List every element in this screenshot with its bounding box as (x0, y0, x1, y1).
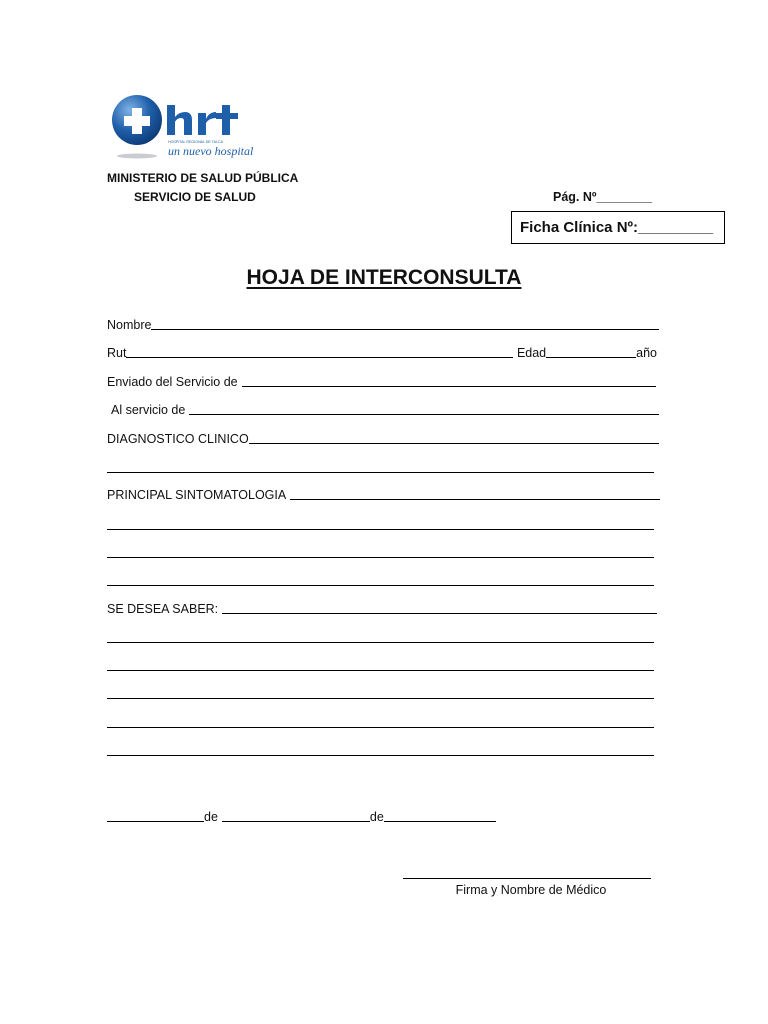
enviado-label: Enviado del Servicio de (107, 375, 238, 389)
se-desea-blank-line[interactable] (107, 727, 654, 728)
diagnostico-label: DIAGNOSTICO CLINICO (107, 432, 249, 446)
rut-label: Rut (107, 346, 127, 360)
field-se-desea-saber (107, 600, 657, 616)
field-enviado (107, 373, 656, 389)
edad-label: Edad (516, 346, 547, 360)
diagnostico-line[interactable] (249, 443, 659, 444)
edad-line[interactable] (546, 357, 636, 358)
signature-label: Firma y Nombre de Médico (455, 883, 607, 897)
date-day-line[interactable] (107, 821, 204, 822)
enviado-line[interactable] (242, 386, 656, 387)
anio-label: año (636, 346, 657, 360)
page-number-field: Pág. Nº________ (553, 190, 653, 204)
date-month-line[interactable] (222, 821, 370, 822)
diagnostico-blank-line[interactable] (107, 472, 654, 473)
service-label: SERVICIO DE SALUD (134, 190, 256, 204)
se-desea-label: SE DESEA SABER: (107, 602, 219, 616)
logo-subtitle: HOSPITAL REGIONAL DE TALCA (168, 140, 224, 144)
field-nombre (107, 316, 659, 332)
se-desea-blank-line[interactable] (107, 670, 654, 671)
sintomatologia-blank-line[interactable] (107, 529, 654, 530)
hrt-logo-icon (110, 93, 260, 163)
date-row (107, 808, 501, 824)
ministry-label: MINISTERIO DE SALUD PÚBLICA (107, 171, 299, 185)
logo-tagline: un nuevo hospital (168, 144, 254, 158)
se-desea-line[interactable] (222, 613, 657, 614)
sintomatologia-line[interactable] (290, 499, 660, 500)
al-servicio-label: Al servicio de (111, 403, 186, 417)
se-desea-blank-line[interactable] (107, 642, 654, 643)
nombre-label: Nombre (107, 318, 152, 332)
ficha-clinica-box: Ficha Clínica Nº:_________ (511, 211, 725, 244)
se-desea-blank-line[interactable] (107, 755, 654, 756)
field-rut-edad (107, 344, 657, 360)
sintomatologia-blank-line[interactable] (107, 557, 654, 558)
sintomatologia-label: PRINCIPAL SINTOMATOLOGIA (107, 488, 287, 502)
field-diagnostico (107, 430, 659, 446)
hospital-logo (110, 93, 260, 163)
se-desea-blank-line[interactable] (107, 698, 654, 699)
date-de-label: de (204, 810, 218, 824)
date-year-line[interactable] (384, 821, 496, 822)
page-title: HOJA DE INTERCONSULTA (246, 266, 522, 289)
rut-line[interactable] (126, 357, 512, 358)
al-servicio-line[interactable] (189, 414, 659, 415)
date-de-label: de (369, 810, 384, 824)
field-al-servicio (111, 401, 659, 417)
signature-line[interactable] (403, 878, 651, 879)
nombre-line[interactable] (151, 329, 659, 330)
field-sintomatologia (107, 486, 660, 502)
sintomatologia-blank-line[interactable] (107, 585, 654, 586)
